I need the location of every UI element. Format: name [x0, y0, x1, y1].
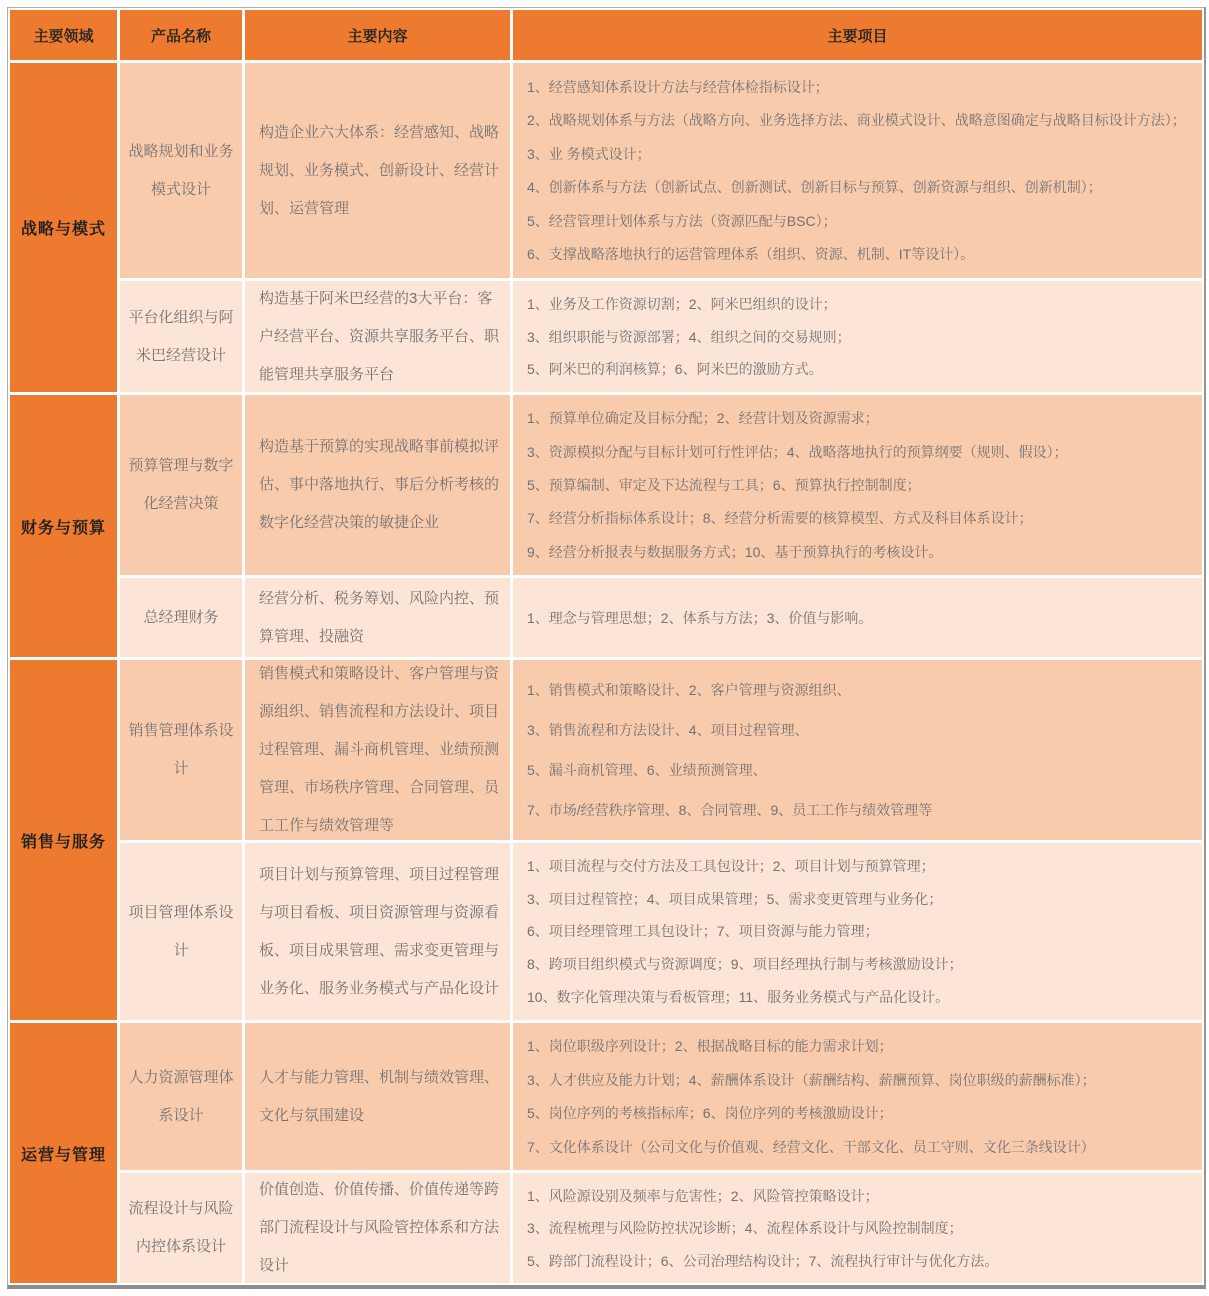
- project-item: 1、销售模式和策略设计、2、客户管理与资源组织、: [527, 682, 851, 698]
- area-cell-finance: 财务与预算: [10, 395, 117, 657]
- main-content-cell: 项目计划与预算管理、项目过程管理与项目看板、项目资源管理与资源看板、项目成果管理、需求变更管理与业务化、服务业务模式与产品化设计: [245, 843, 510, 1020]
- product-name-cell: 预算管理与数字化经营决策: [120, 395, 242, 575]
- project-item: 1、预算单位确定及目标分配；2、经营计划及资源需求；: [527, 410, 879, 427]
- header-main-projects: 主要项目: [513, 10, 1202, 60]
- project-item: 5、经营管理计划体系与方法（资源匹配与BSC）；: [527, 212, 837, 229]
- project-item: 4、创新体系与方法（创新试点、创新测试、创新目标与预算、创新资源与组织、创新机制）；: [527, 179, 1102, 196]
- product-name-cell: 流程设计与风险内控体系设计: [120, 1173, 242, 1283]
- project-item: 6、项目经理管理工具包设计；7、项目资源与能力管理；: [527, 923, 879, 940]
- project-item: 7、市场/经营秩序管理、8、合同管理、9、员工工作与绩效管理等: [527, 802, 933, 818]
- project-item: 8、跨项目组织模式与资源调度；9、项目经理执行制与考核激励设计；: [527, 956, 963, 973]
- product-name-cell: 平台化组织与阿米巴经营设计: [120, 281, 242, 392]
- project-item: 1、业务及工作资源切割；2、阿米巴组织的设计；: [527, 295, 837, 312]
- project-item: 3、资源模拟分配与目标计划可行性评估；4、战略落地执行的预算纲要（规则、假设）；: [527, 443, 1068, 460]
- area-cell-strategy: 战略与模式: [10, 63, 117, 392]
- project-item: 1、岗位职级序列设计；2、根据战略目标的能力需求计划；: [527, 1038, 893, 1055]
- area-cell-sales: 销售与服务: [10, 660, 117, 1020]
- project-item: 1、项目流程与交付方法及工具包设计；2、项目计划与预算管理；: [527, 857, 935, 874]
- projects-cell: [513, 395, 1202, 575]
- main-content-cell: 构造基于预算的实现战略事前模拟评估、事中落地执行、事后分析考核的数字化经营决策的敏捷企业: [245, 395, 510, 575]
- project-item: 3、人才供应及能力计划；4、薪酬体系设计（薪酬结构、薪酬预算、岗位职级的薪酬标准）；: [527, 1071, 1096, 1088]
- main-content-cell: 构造基于阿米巴经营的3大平台：客户经营平台、资源共享服务平台、职能管理共享服务平台: [245, 281, 510, 392]
- project-item: 3、项目过程管控；4、项目成果管理；5、需求变更管理与业务化；: [527, 890, 943, 907]
- product-name-cell: 总经理财务: [120, 578, 242, 657]
- project-item: 6、支撑战略落地执行的运营管理体系（组织、资源、机制、IT等设计）。: [527, 246, 975, 263]
- header-main-area: 主要领域: [10, 10, 117, 60]
- projects-cell: [513, 843, 1202, 1020]
- project-item: 1、理念与管理思想；2、体系与方法；3、价值与影响。: [527, 609, 873, 626]
- main-content-cell: 价值创造、价值传播、价值传递等跨部门流程设计与风险管控体系和方法设计: [245, 1173, 510, 1283]
- project-item: 2、战略规划体系与方法（战略方向、业务选择方法、商业模式设计、战略意图确定与战略目标设计方法）；: [527, 112, 1186, 129]
- main-content-cell: 人才与能力管理、机制与绩效管理、文化与氛围建设: [245, 1023, 510, 1170]
- projects-cell: [513, 1173, 1202, 1283]
- project-item: 3、组织职能与资源部署；4、组织之间的交易规则；: [527, 328, 851, 345]
- product-name-cell: 战略规划和业务模式设计: [120, 63, 242, 278]
- project-item: 3、业 务模式设计；: [527, 145, 651, 162]
- projects-cell: [513, 63, 1202, 278]
- project-item: 5、漏斗商机管理、6、业绩预测管理、: [527, 762, 767, 778]
- project-item: 3、销售流程和方法设计、4、项目过程管理、: [527, 722, 809, 738]
- product-name-cell: 项目管理体系设计: [120, 843, 242, 1020]
- product-matrix-table: [7, 7, 1206, 1289]
- project-item: 5、跨部门流程设计；6、公司治理结构设计；7、流程执行审计与优化方法。: [527, 1252, 999, 1269]
- project-item: 5、阿米巴的利润核算；6、阿米巴的激励方式。: [527, 361, 823, 378]
- projects-cell: [513, 660, 1202, 840]
- project-item: 5、预算编制、审定及下达流程与工具；6、预算执行控制制度；: [527, 476, 921, 493]
- main-content-cell: 构造企业六大体系：经营感知、战略规划、业务模式、创新设计、经营计划、运营管理: [245, 63, 510, 278]
- project-item: 7、文化体系设计（公司文化与价值观、经营文化、干部文化、员工守则、文化三条线设计）: [527, 1138, 1095, 1155]
- product-name-cell: 销售管理体系设计: [120, 660, 242, 840]
- projects-cell: [513, 281, 1202, 392]
- project-item: 3、流程梳理与风险防控状况诊断；4、流程体系设计与风险控制制度；: [527, 1220, 963, 1236]
- project-item: 9、经营分析报表与数据服务方式；10、基于预算执行的考核设计。: [527, 543, 943, 560]
- projects-cell: [513, 578, 1202, 657]
- project-item: 7、经营分析指标体系设计；8、经营分析需要的核算模型、方式及科目体系设计；: [527, 510, 1033, 527]
- project-item: 5、岗位序列的考核指标库；6、岗位序列的考核激励设计；: [527, 1105, 893, 1122]
- project-item: 1、经营感知体系设计方法与经营体检指标设计；: [527, 78, 829, 95]
- project-item: 1、风险源设别及频率与危害性；2、风险管控策略设计；: [527, 1187, 879, 1204]
- project-item: 10、数字化管理决策与看板管理；11、服务业务模式与产品化设计。: [527, 989, 950, 1006]
- product-name-cell: 人力资源管理体系设计: [120, 1023, 242, 1170]
- header-product-name: 产品名称: [120, 10, 242, 60]
- main-content-cell: 经营分析、税务筹划、风险内控、预算管理、投融资: [245, 578, 510, 657]
- header-main-content: 主要内容: [245, 10, 510, 60]
- table-grid: [10, 10, 1202, 1283]
- area-cell-operations: 运营与管理: [10, 1023, 117, 1283]
- main-content-cell: 销售模式和策略设计、客户管理与资源组织、销售流程和方法设计、项目过程管理、漏斗商机管理、业绩预测管理、市场秩序管理、合同管理、员工工作与绩效管理等: [245, 660, 510, 840]
- projects-cell: [513, 1023, 1202, 1170]
